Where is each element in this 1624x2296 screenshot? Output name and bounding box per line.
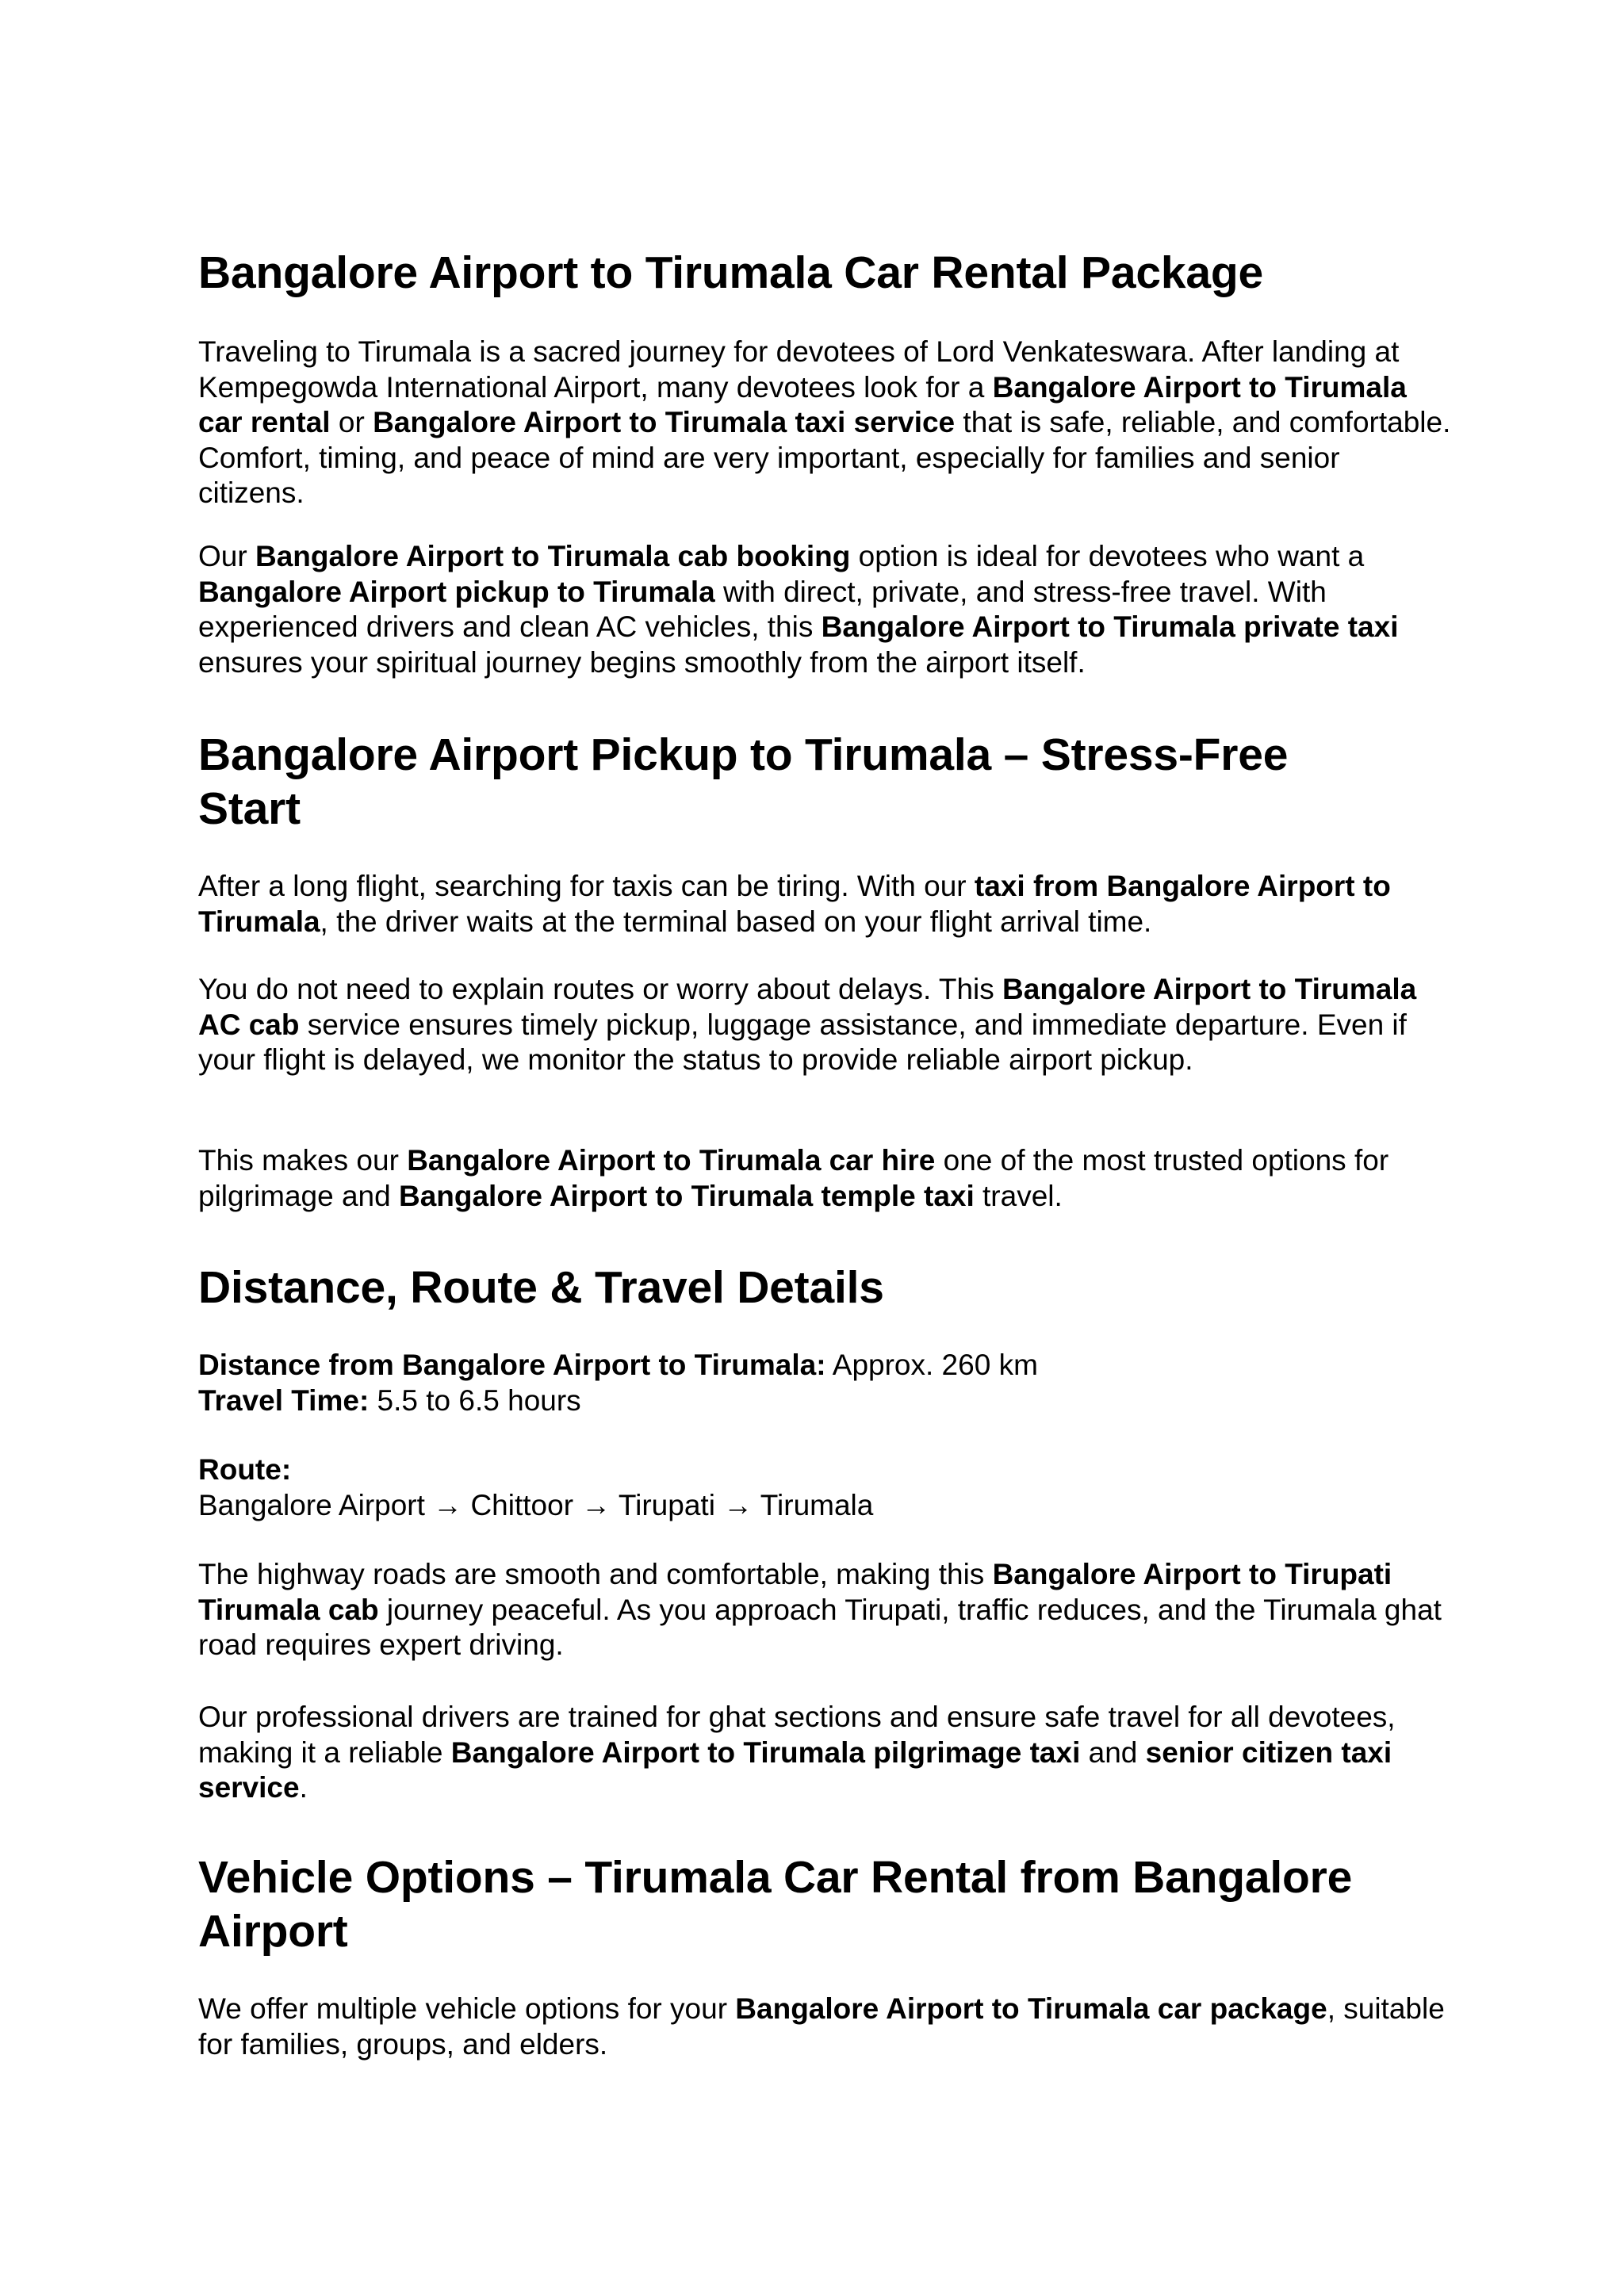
bold-keyword: Bangalore Airport to Tirupati Tirumala cab [198, 1558, 1392, 1626]
section-heading-pickup: Bangalore Airport Pickup to Tirumala – Stress-Free Start [198, 729, 1289, 834]
text-run: ensures your spiritual journey begins smoothly from the airport itself. [198, 645, 1086, 679]
pickup-paragraph [198, 869, 1451, 939]
text-run: This makes our [198, 1144, 408, 1177]
travel-time-value: 5.5 to 6.5 hours [369, 1383, 581, 1417]
bold-keyword: Bangalore Airport to Tirumala temple taxi [398, 1179, 975, 1212]
text-run: option is ideal for devotees who want a [850, 540, 1365, 572]
text-run: , suitable for families, groups, and elders. [198, 1992, 1445, 2061]
route-details [198, 1452, 1451, 1523]
section-heading-vehicle: Vehicle Options – Tirumala Car Rental from Bangalore Airport [198, 1852, 1353, 1957]
text-run: You do not need to explain routes or worry about delays. This [198, 973, 1003, 1005]
text-run: Our professional drivers are trained for ghat sections and ensure safe travel for all devotees, making it a reliable [198, 1701, 1396, 1769]
text-run: one of the most trusted options for pilgrimage and [198, 1144, 1389, 1212]
bold-keyword: Bangalore Airport to Tirumala car hire [407, 1144, 936, 1177]
bold-keyword: Bangalore Airport to Tirumala AC cab [198, 973, 1417, 1041]
section-heading-distance: Distance, Route & Travel Details [198, 1262, 884, 1313]
intro-paragraph [198, 539, 1451, 680]
text-run: travel. [974, 1179, 1063, 1212]
bold-keyword: Bangalore Airport to Tirumala taxi service [373, 406, 956, 438]
text-run: or [330, 406, 373, 438]
bold-keyword: senior citizen taxi service [198, 1735, 1392, 1804]
route-label: Route: [198, 1453, 292, 1486]
text-run: that is safe, reliable, and comfortable. Comfort, timing, and peace of mind are very important, especially for families and senior citizens. [198, 406, 1451, 509]
bold-keyword: taxi from Bangalore Airport to Tirumala [198, 870, 1391, 938]
route-value: Bangalore Airport → Chittoor → Tirupati → Tirumala [198, 1488, 874, 1521]
travel-time-label: Travel Time: [198, 1383, 370, 1417]
text-run: service ensures timely pickup, luggage assistance, and immediate departure. Even if your flight is delayed, we monitor the status to provide reliable airport pickup. [198, 1008, 1407, 1076]
text-run: , the driver waits at the terminal based on your flight arrival time. [320, 905, 1152, 938]
drivers-paragraph [198, 1700, 1451, 1806]
intro-paragraph [198, 335, 1451, 511]
vehicle-paragraph [198, 1992, 1451, 2062]
distance-label: Distance from Bangalore Airport to Tirumala: [198, 1349, 826, 1381]
text-run: with direct, private, and stress-free travel. With experienced drivers and clean AC vehicles, this [198, 575, 1327, 643]
bold-keyword: Bangalore Airport to Tirumala cab booking [255, 540, 851, 572]
text-run: . [299, 1771, 308, 1804]
pickup-paragraph [198, 1143, 1451, 1214]
text-run: After a long flight, searching for taxis can be tiring. With our [198, 870, 975, 902]
page-title: Bangalore Airport to Tirumala Car Rental Package [198, 247, 1263, 298]
highway-paragraph [198, 1557, 1451, 1663]
bold-keyword: Bangalore Airport pickup to Tirumala [198, 575, 715, 608]
text-run: journey peaceful. As you approach Tirupati, traffic reduces, and the Tirumala ghat road requires expert driving. [198, 1593, 1442, 1661]
text-run: We offer multiple vehicle options for your [198, 1992, 736, 2025]
text-run: The highway roads are smooth and comfortable, making this [198, 1558, 993, 1590]
bold-keyword: Bangalore Airport to Tirumala car package [735, 1992, 1327, 2025]
bold-keyword: Bangalore Airport to Tirumala private taxi [821, 610, 1399, 643]
text-run: Traveling to Tirumala is a sacred journey for devotees of Lord Venkateswara. After landing at Kempegowda International Airport, many devotees look for a [198, 335, 1400, 404]
bold-keyword: Bangalore Airport to Tirumala pilgrimage taxi [450, 1735, 1081, 1769]
pickup-paragraph [198, 972, 1451, 1078]
text-run: and [1080, 1735, 1146, 1769]
distance-details [198, 1348, 1451, 1418]
text-run: Our [198, 540, 255, 572]
bold-keyword: Bangalore Airport to Tirumala car rental [198, 370, 1407, 438]
distance-value: Approx. 260 km [825, 1349, 1038, 1381]
